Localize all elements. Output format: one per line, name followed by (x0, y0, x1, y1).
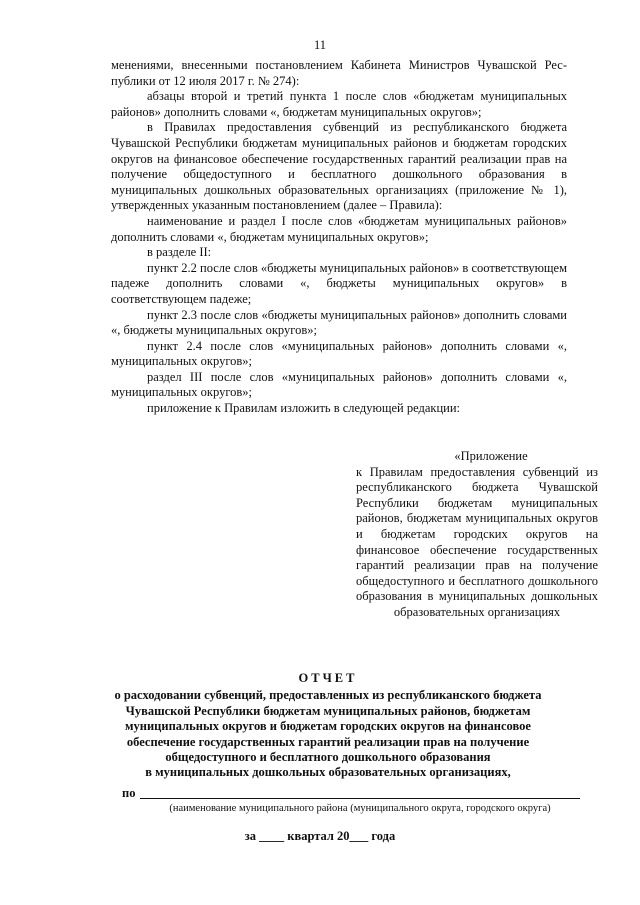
report-title: ОТЧЕТ (298, 671, 358, 685)
paragraph: приложение к Правилам изложить в следующей редакции: (147, 401, 461, 416)
report-period: за ____ квартал 20___ года (244, 829, 396, 843)
municipality-fill-row (122, 786, 580, 802)
report-heading (100, 671, 556, 781)
municipality-caption: (наименование муниципального района (муниципального округа, городского округа) (169, 803, 551, 814)
report-subtitle-line: муниципальных округов и бюджетам городских округов на финансовое (125, 719, 531, 734)
paragraph: в разделе II: (147, 245, 212, 260)
appendix-block (356, 449, 598, 621)
paragraph: наименование и раздел I после слов «бюджетам муниципальных районов» дополнить словами «, бюджетам муниципальных округов»; (111, 213, 567, 244)
report-subtitle-line: обеспечение государственных гарантий реализации прав на получение (126, 734, 530, 749)
paragraph: пункт 2.2 после слов «бюджеты муниципальных районов» в соответствующем падеже дополнить словами «, бюджеты муниципальных округов» в соответствующем падеже; (111, 260, 567, 306)
po-label: по (122, 786, 136, 800)
page-number: 11 (313, 38, 327, 52)
paragraph: пункт 2.3 после слов «бюджеты муниципальных районов» дополнить словами «, бюджеты муниципальных округов»; (111, 307, 567, 338)
municipality-blank-line (140, 798, 580, 799)
report-subtitle (100, 688, 556, 780)
report-subtitle-line: о расходовании субвенций, предоставленных из республиканского бюджета (114, 688, 542, 703)
report-subtitle-line: Чувашской Республики бюджетам муниципальных районов, бюджетам (125, 703, 531, 718)
report-subtitle-line: в муниципальных дошкольных образовательных организациях, (145, 765, 511, 780)
paragraph: менениями, внесенными постановлением Кабинета Министров Чувашской Рес-публики от 12 июля 2017 г. № 274): (111, 58, 567, 88)
paragraph: пункт 2.4 после слов «муниципальных районов» дополнить словами «, муниципальных округов»; (111, 338, 567, 369)
appendix-text: к Правилам предоставления субвенций из республиканского бюджета Чувашской Республики бюджетам муниципальных районов, бюджетам муниципальных округов и бюджетам городских округов на финансовое обеспечение государственных гарантий реализации прав на получение общедоступного и бесплатного дошкольного образования в муниципальных дошкольных образовательных организациях (356, 464, 598, 619)
paragraph: в Правилах предоставления субвенций из республиканского бюджета Чувашской Республики бюджетам муниципальных районов и бюджетам городских округов на финансовое обеспечение государственных гарантий реализации прав на получение общедоступного и бесплатного дошкольного образования в муниципальных дошкольных образовательных организациях (приложение № 1), утвержденных указанным постановлением (далее – Правила): (111, 120, 567, 213)
paragraph: раздел III после слов «муниципальных районов» дополнить словами «, муниципальных округов»; (111, 369, 567, 400)
paragraph: абзацы второй и третий пункта 1 после слов «бюджетам муниципальных районов» дополнить словами «, бюджетам муниципальных округов»; (111, 89, 567, 119)
appendix-heading: «Приложение (454, 449, 528, 463)
amendment-text (111, 58, 567, 417)
report-subtitle-line: общедоступного и бесплатного дошкольного образования (165, 750, 491, 765)
